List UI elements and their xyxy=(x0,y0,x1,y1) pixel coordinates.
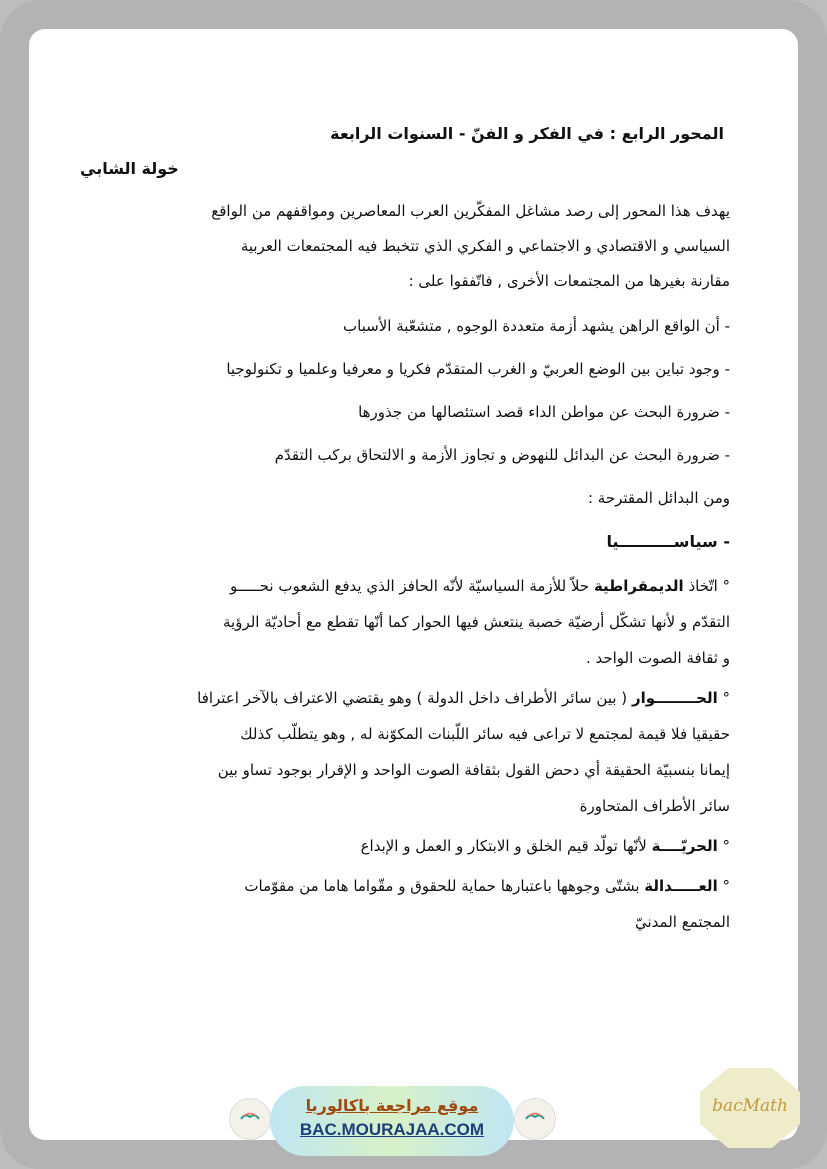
point-item: - وجود تباين بين الوضع العربيّ و الغرب المتقدّم فكريا و معرفيا وعلميا و تكنولوجيا xyxy=(226,360,730,378)
book-logo-icon xyxy=(514,1098,556,1140)
democracy-paragraph xyxy=(70,568,730,676)
freedom-paragraph xyxy=(70,828,730,864)
alternatives-intro: ومن البدائل المقترحة : xyxy=(587,489,730,507)
point-item: - ضرورة البحث عن البدائل للنهوض و تجاوز الأزمة و الالتحاق بركب التقدّم xyxy=(274,446,730,464)
dialogue-text: إيمانا بنسبيّة الحقيقة أي دحض القول بثقافة الصوت الواحد و الإقرار بوجود تساو بين xyxy=(217,761,730,779)
bacmath-badge xyxy=(698,1066,802,1150)
site-url[interactable]: BAC.MOURAJAA.COM xyxy=(299,1120,485,1139)
bullet-marker: ° اتّخاذ xyxy=(683,577,730,595)
dialogue-text: ( بين سائر الأطراف داخل الدولة ) وهو يقتضي الاعتراف بالآخر اعترافا xyxy=(197,689,632,707)
intro-line: السياسي و الاقتصادي و الاجتماعي و الفكري الذي تتخبط فيه المجتمعات العربية xyxy=(240,237,730,255)
democracy-text: التقدّم و لأنها تشكّل أرضيّة خصبة ينتعش فيها الحوار كما أنّها تقطع مع أحاديّة الرؤية xyxy=(223,613,730,631)
site-link[interactable] xyxy=(270,1086,514,1156)
document-body xyxy=(70,118,730,944)
dialogue-paragraph xyxy=(70,680,730,824)
term-freedom: الحريّــــة xyxy=(651,837,718,855)
document-title: المحور الرابع : في الفكر و الفنّ - السنوات الرابعة xyxy=(330,124,724,143)
dialogue-text: حقيقيا فلا قيمة لمجتمع لا تراعى فيه سائر اللّبنات المكوّنة له , وهو يتطلّب كذلك xyxy=(240,725,730,743)
point-item: - أن الواقع الراهن يشهد أزمة متعددة الوجوه , متشعّبة الأسباب xyxy=(342,317,730,335)
dialogue-text: سائر الأطراف المتحاورة xyxy=(579,797,730,815)
badge-label: bacMath xyxy=(712,1096,788,1116)
democracy-text: و ثقافة الصوت الواحد . xyxy=(585,649,730,667)
site-name-arabic[interactable]: موقع مراجعة باكالوريا xyxy=(305,1096,479,1115)
point-item: - ضرورة البحث عن مواطن الداء قصد استئصالها من جذورها xyxy=(358,403,730,421)
author-name xyxy=(70,150,782,188)
term-dialogue: الحــــــــوار xyxy=(631,689,718,707)
section-heading: - سياســــــــــيا xyxy=(606,532,730,551)
term-democracy: الديمقراطية xyxy=(593,577,684,595)
bullet-marker: ° xyxy=(717,877,730,895)
author-label: خولة الشابي xyxy=(80,159,179,178)
freedom-text: لأنّها تولّد قيم الخلق و الابتكار و العمل و الإبداع xyxy=(360,837,652,855)
intro-line: يهدف هذا المحور إلى رصد مشاغل المفكّرين العرب المعاصرين ومواقفهم من الواقع xyxy=(211,202,730,220)
bullet-marker: ° xyxy=(717,689,730,707)
democracy-text: حلاّ للأزمة السياسيّة لأنّه الحافز الذي يدفع الشعوب نحـــــو xyxy=(230,577,594,595)
justice-text: بشتّى وجوهها باعتبارها حماية للحقوق و مقّواما هاما من مقوّمات xyxy=(244,877,645,895)
intro-line: مقارنة بغيرها من المجتمعات الأخرى , فاتّفقوا على : xyxy=(408,272,730,290)
term-justice: العـــــدالة xyxy=(644,877,718,895)
justice-text: المجتمع المدنيّ xyxy=(634,913,730,931)
justice-paragraph xyxy=(70,868,730,940)
book-logo-icon xyxy=(229,1098,271,1140)
bullet-marker: ° xyxy=(717,837,730,855)
